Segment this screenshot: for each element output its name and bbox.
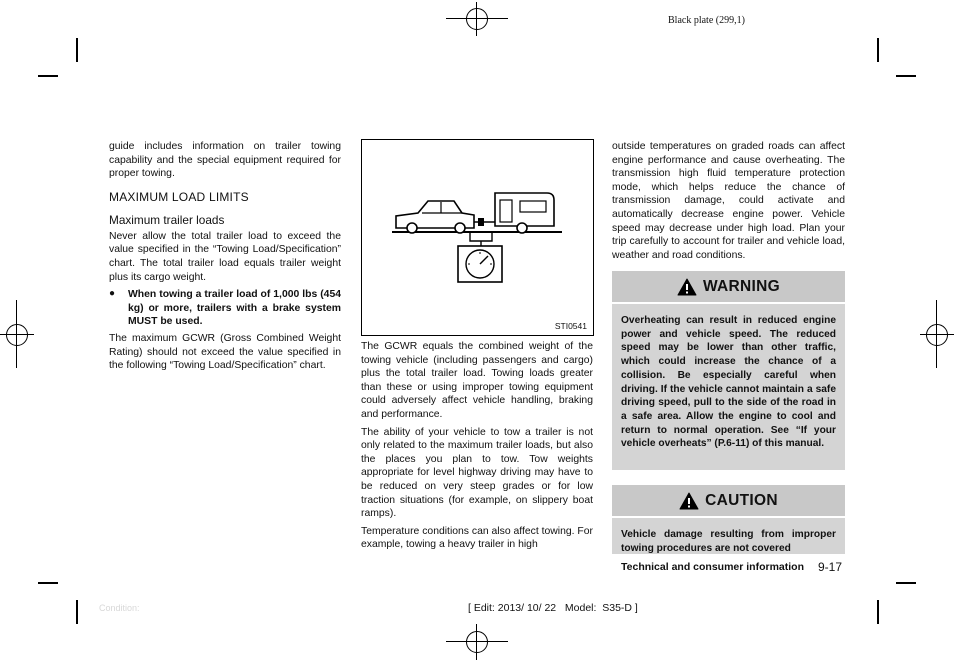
- figure-id: STI0541: [554, 321, 587, 331]
- caution-banner: [612, 485, 845, 516]
- left-column: [109, 140, 341, 373]
- middle-column: [361, 340, 593, 552]
- body-paragraph: The ability of your vehicle to tow a trailer is not only related to the maximum trailer loads, but also the places you plan to tow. Tow weights appropriate for level highway driving may have to be reduced on very steep grades or for low traction situations (for example, on slippery boat ramps).: [361, 426, 593, 520]
- intro-paragraph: guide includes information on trailer towing capability and the special equipment required for proper towing.: [109, 141, 341, 180]
- caution-label: CAUTION: [705, 491, 778, 509]
- section-heading: MAXIMUM LOAD LIMITS: [109, 189, 249, 204]
- page-number: 9-17: [818, 560, 843, 574]
- body-paragraph: Never allow the total trailer load to exceed the value specified in the “Towing Load/Specification” chart. The total trailer load equals trailer weight plus its cargo weight.: [109, 230, 341, 283]
- body-paragraph: outside temperatures on graded roads can affect engine performance and cause overheating. The transmission high fluid temperature protection mode, which helps reduce the chance of transmission damage, could activate and automatically decrease engine power. Vehicle speed may decrease under high load. Plan your trip carefully to account for trailer and vehicle load, weather and road conditions.: [612, 141, 845, 261]
- caution-body: [612, 518, 845, 554]
- bullet-icon: ●: [109, 288, 116, 300]
- caution-text: Vehicle damage resulting from improper towing procedures are not covered: [621, 529, 836, 554]
- body-paragraph: The GCWR equals the combined weight of the towing vehicle (including passengers and cargo) plus the total trailer load. Towing loads greater than these or using improper towing equipment could adversely affect vehicle handling, braking and performance.: [361, 341, 593, 420]
- caution-triangle-icon: [679, 492, 699, 510]
- vehicle-trailer-scale-illustration: [362, 140, 593, 335]
- bullet-text: When towing a trailer load of 1,000 lbs (454 kg) or more, trailers with a brake system MUST be used.: [128, 289, 341, 328]
- warning-body: [612, 304, 845, 470]
- towing-figure: [361, 139, 594, 336]
- footer-section-title: Technical and consumer information: [621, 561, 805, 573]
- plate-label: Black plate (299,1): [668, 15, 745, 26]
- warning-text: Overheating can result in reduced engine power and vehicle speed. The reduced speed may be lower than other traffic, which could increase the chance of a collision. Be especially careful when driving. If the vehicle cannot maintain a safe driving speed, pull to the side of the road in a safe area. Allow the engine to cool and return to normal operation. See “If your vehicle overheats” (P.6-11) of this manual.: [621, 315, 836, 450]
- condition-label: Condition:: [99, 603, 140, 613]
- warning-triangle-icon: [677, 278, 697, 296]
- edit-info: [ Edit: 2013/ 10/ 22 Model: S35-D ]: [468, 602, 638, 614]
- body-paragraph: Temperature conditions can also affect towing. For example, towing a heavy trailer in high: [361, 525, 593, 551]
- right-column-text: [612, 140, 845, 262]
- body-paragraph: The maximum GCWR (Gross Combined Weight Rating) should not exceed the value specified in the following “Towing Load/Specification” chart.: [109, 332, 341, 372]
- warning-label: WARNING: [702, 277, 780, 295]
- warning-banner: [612, 271, 845, 302]
- sub-heading: Maximum trailer loads: [109, 212, 225, 227]
- bullet-item: [109, 288, 341, 329]
